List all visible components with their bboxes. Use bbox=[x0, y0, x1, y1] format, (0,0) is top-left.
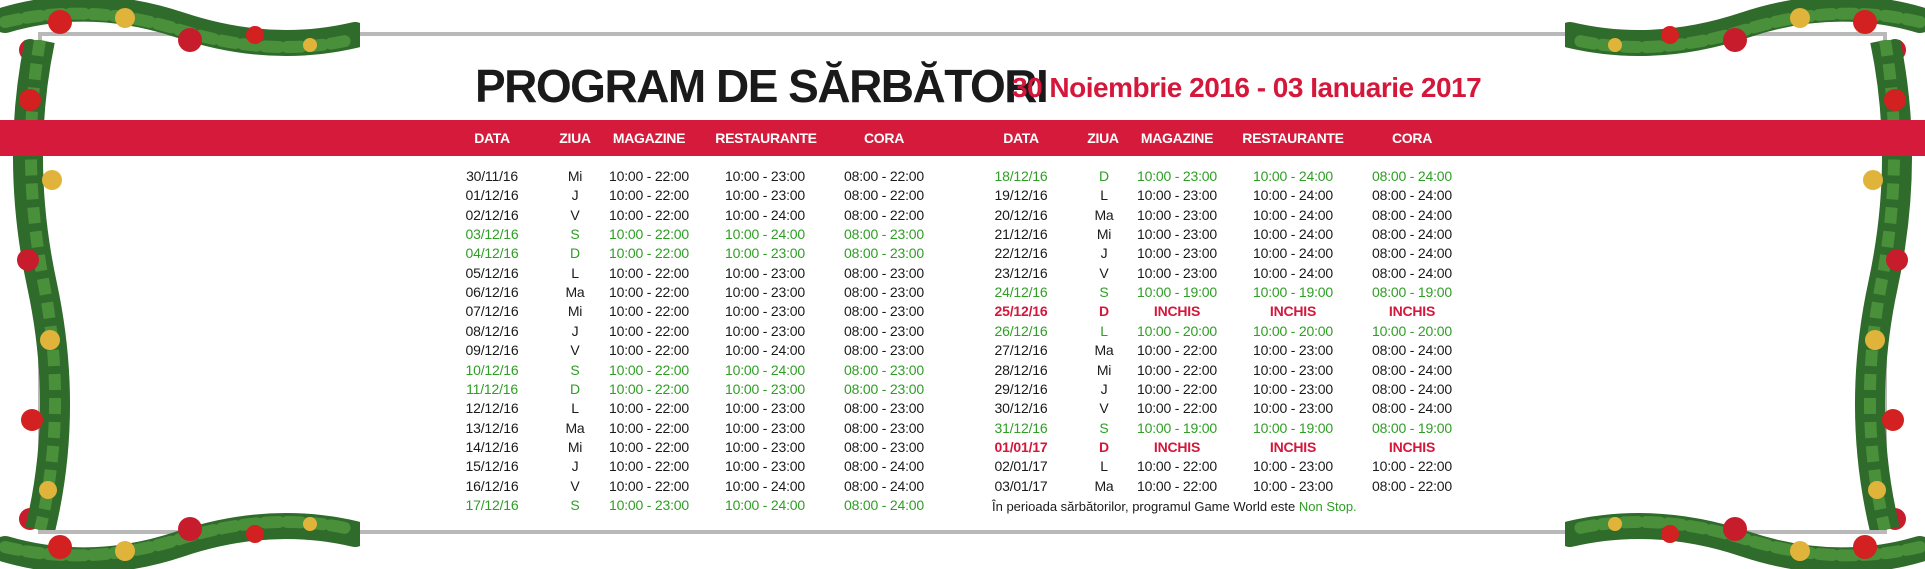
cell-magazine: 10:00 - 22:00 bbox=[609, 303, 689, 320]
cell-magazine: 10:00 - 22:00 bbox=[1137, 342, 1217, 359]
cell-ziua: L bbox=[1100, 458, 1108, 475]
column-header-ziua-right: ZIUA bbox=[1087, 130, 1119, 146]
cell-restaurante: INCHIS bbox=[1269, 438, 1317, 455]
cell-ziua: L bbox=[571, 264, 579, 281]
cell-data: 06/12/16 bbox=[465, 284, 519, 301]
cell-ziua: J bbox=[571, 322, 579, 339]
cell-cora: 08:00 - 23:00 bbox=[844, 380, 924, 397]
cell-cora: 08:00 - 24:00 bbox=[1372, 168, 1452, 184]
column-header-cora-right: CORA bbox=[1391, 130, 1433, 146]
cell-magazine: 10:00 - 19:00 bbox=[1137, 419, 1217, 436]
cell-restaurante: 10:00 - 24:00 bbox=[1253, 245, 1333, 262]
cell-magazine: 10:00 - 23:00 bbox=[609, 496, 689, 513]
cell-restaurante: 10:00 - 20:00 bbox=[1253, 322, 1333, 339]
cell-magazine: 10:00 - 23:00 bbox=[1137, 226, 1217, 243]
cell-magazine: 10:00 - 22:00 bbox=[609, 400, 689, 417]
cell-magazine: 10:00 - 22:00 bbox=[609, 477, 689, 494]
cell-restaurante: 10:00 - 23:00 bbox=[725, 458, 805, 475]
cell-cora: 08:00 - 24:00 bbox=[844, 477, 924, 494]
cell-data: 01/12/16 bbox=[465, 187, 519, 204]
cell-cora: 08:00 - 24:00 bbox=[1372, 361, 1452, 378]
cell-restaurante: 10:00 - 23:00 bbox=[1253, 342, 1333, 359]
cell-ziua: D bbox=[1099, 303, 1109, 320]
cell-magazine: 10:00 - 19:00 bbox=[1137, 284, 1217, 301]
cell-magazine: 10:00 - 22:00 bbox=[609, 458, 689, 475]
footer-note bbox=[992, 498, 1357, 516]
cell-restaurante: 10:00 - 23:00 bbox=[725, 438, 805, 455]
footer-note-highlight: Non Stop. bbox=[1298, 499, 1357, 514]
cell-magazine: 10:00 - 22:00 bbox=[609, 187, 689, 204]
cell-ziua: D bbox=[570, 245, 580, 262]
period-subtitle: 30 Noiembrie 2016 - 03 Ianuarie 2017 bbox=[1012, 72, 1482, 103]
cell-ziua: Mi bbox=[567, 168, 583, 184]
cell-restaurante: 10:00 - 23:00 bbox=[725, 245, 805, 262]
cell-restaurante: 10:00 - 23:00 bbox=[725, 284, 805, 301]
cell-restaurante: 10:00 - 23:00 bbox=[725, 187, 805, 204]
cell-cora: 08:00 - 24:00 bbox=[1372, 400, 1452, 417]
cell-cora: 08:00 - 23:00 bbox=[844, 361, 924, 378]
cell-magazine: 10:00 - 22:00 bbox=[609, 361, 689, 378]
cell-ziua: Mi bbox=[1096, 361, 1112, 378]
cell-magazine: 10:00 - 22:00 bbox=[609, 226, 689, 243]
cell-magazine: 10:00 - 22:00 bbox=[609, 342, 689, 359]
cell-data: 23/12/16 bbox=[994, 264, 1048, 281]
cell-cora: 08:00 - 23:00 bbox=[844, 342, 924, 359]
column-header-data-right: DATA bbox=[1003, 130, 1039, 146]
cell-data: 14/12/16 bbox=[465, 438, 519, 455]
cell-data: 11/12/16 bbox=[466, 380, 518, 397]
cell-data: 19/12/16 bbox=[994, 187, 1048, 204]
cell-ziua: D bbox=[570, 380, 580, 397]
cell-restaurante: 10:00 - 23:00 bbox=[725, 322, 805, 339]
cell-data: 22/12/16 bbox=[994, 245, 1048, 262]
cell-magazine: 10:00 - 23:00 bbox=[1137, 245, 1217, 262]
cell-restaurante: 10:00 - 19:00 bbox=[1253, 419, 1333, 436]
cell-magazine: 10:00 - 22:00 bbox=[1137, 458, 1217, 475]
cell-ziua: L bbox=[571, 400, 579, 417]
cell-ziua: V bbox=[1099, 264, 1109, 281]
cell-data: 18/12/16 bbox=[994, 168, 1048, 184]
cell-restaurante: 10:00 - 24:00 bbox=[725, 342, 805, 359]
cell-restaurante: INCHIS bbox=[1269, 303, 1317, 320]
cell-cora: 08:00 - 19:00 bbox=[1372, 284, 1452, 301]
cell-cora: 08:00 - 24:00 bbox=[844, 496, 924, 513]
column-header-magazine-right: MAGAZINE bbox=[1140, 130, 1214, 146]
cell-ziua: J bbox=[1100, 380, 1108, 397]
cell-ziua: J bbox=[1100, 245, 1108, 262]
cell-ziua: Mi bbox=[1096, 226, 1112, 243]
cell-restaurante: 10:00 - 24:00 bbox=[725, 496, 805, 513]
cell-ziua: Ma bbox=[1094, 477, 1114, 494]
cell-restaurante: 10:00 - 23:00 bbox=[1253, 380, 1333, 397]
cell-magazine: 10:00 - 22:00 bbox=[609, 284, 689, 301]
cell-data: 21/12/16 bbox=[994, 226, 1048, 243]
cell-data: 26/12/16 bbox=[994, 322, 1048, 339]
cell-cora: 08:00 - 24:00 bbox=[844, 458, 924, 475]
cell-ziua: L bbox=[1100, 187, 1108, 204]
cell-magazine: 10:00 - 22:00 bbox=[609, 264, 689, 281]
cell-restaurante: 10:00 - 23:00 bbox=[725, 168, 805, 184]
cell-restaurante: 10:00 - 23:00 bbox=[1253, 361, 1333, 378]
header-band bbox=[0, 120, 1925, 156]
cell-restaurante: 10:00 - 23:00 bbox=[725, 419, 805, 436]
cell-ziua: S bbox=[1099, 284, 1109, 301]
cell-cora: 08:00 - 24:00 bbox=[1372, 206, 1452, 223]
cell-magazine: 10:00 - 23:00 bbox=[1137, 206, 1217, 223]
cell-ziua: J bbox=[571, 458, 579, 475]
cell-cora: 08:00 - 23:00 bbox=[844, 245, 924, 262]
cell-data: 25/12/16 bbox=[994, 303, 1048, 320]
cell-ziua: V bbox=[570, 342, 580, 359]
cell-data: 01/01/17 bbox=[994, 438, 1048, 455]
cell-cora: 08:00 - 24:00 bbox=[1372, 187, 1452, 204]
cell-restaurante: 10:00 - 23:00 bbox=[1253, 477, 1333, 494]
cell-magazine: 10:00 - 22:00 bbox=[609, 168, 689, 184]
cell-data: 03/01/17 bbox=[994, 477, 1048, 494]
cell-cora: 08:00 - 24:00 bbox=[1372, 342, 1452, 359]
cell-restaurante: 10:00 - 23:00 bbox=[1253, 400, 1333, 417]
cell-data: 05/12/16 bbox=[465, 264, 519, 281]
cell-cora: 08:00 - 24:00 bbox=[1372, 245, 1452, 262]
footer-note-text: În perioada sărbătorilor, programul Game World este bbox=[992, 499, 1299, 514]
cell-cora: 08:00 - 23:00 bbox=[844, 322, 924, 339]
cell-ziua: Ma bbox=[565, 284, 585, 301]
cell-magazine: 10:00 - 20:00 bbox=[1137, 322, 1217, 339]
cell-restaurante: 10:00 - 24:00 bbox=[725, 206, 805, 223]
cell-magazine: 10:00 - 23:00 bbox=[1137, 264, 1217, 281]
cell-cora: 08:00 - 24:00 bbox=[1372, 380, 1452, 397]
cell-restaurante: 10:00 - 24:00 bbox=[1253, 264, 1333, 281]
cell-data: 10/12/16 bbox=[465, 361, 519, 378]
cell-cora: 08:00 - 22:00 bbox=[844, 187, 924, 204]
cell-cora: 10:00 - 20:00 bbox=[1372, 322, 1452, 339]
cell-data: 13/12/16 bbox=[465, 419, 519, 436]
cell-cora: 08:00 - 24:00 bbox=[1372, 226, 1452, 243]
cell-ziua: Ma bbox=[1094, 342, 1114, 359]
cell-cora: 10:00 - 22:00 bbox=[1372, 458, 1452, 475]
cell-data: 30/12/16 bbox=[994, 400, 1048, 417]
cell-restaurante: 10:00 - 24:00 bbox=[725, 477, 805, 494]
cell-data: 30/11/16 bbox=[466, 168, 518, 184]
column-header-restaurante-right: RESTAURANTE bbox=[1242, 130, 1344, 146]
cell-cora: INCHIS bbox=[1388, 303, 1436, 320]
garland-right-side bbox=[1845, 40, 1925, 530]
cell-magazine: 10:00 - 22:00 bbox=[1137, 400, 1217, 417]
cell-magazine: 10:00 - 22:00 bbox=[1137, 380, 1217, 397]
cell-cora: 08:00 - 23:00 bbox=[844, 264, 924, 281]
page-title: PROGRAM DE SĂRBĂTORI bbox=[475, 60, 1048, 112]
cell-ziua: V bbox=[1099, 400, 1109, 417]
cell-ziua: S bbox=[570, 361, 580, 378]
cell-magazine: 10:00 - 22:00 bbox=[1137, 361, 1217, 378]
cell-ziua: V bbox=[570, 206, 580, 223]
cell-cora: INCHIS bbox=[1388, 438, 1436, 455]
cell-data: 07/12/16 bbox=[465, 303, 519, 320]
cell-cora: 08:00 - 22:00 bbox=[844, 206, 924, 223]
cell-cora: 08:00 - 23:00 bbox=[844, 400, 924, 417]
cell-data: 02/12/16 bbox=[465, 206, 519, 223]
cell-cora: 08:00 - 23:00 bbox=[844, 226, 924, 243]
cell-ziua: Mi bbox=[567, 303, 583, 320]
cell-restaurante: 10:00 - 23:00 bbox=[725, 400, 805, 417]
cell-ziua: S bbox=[570, 496, 580, 513]
cell-restaurante: 10:00 - 23:00 bbox=[1253, 458, 1333, 475]
cell-magazine: INCHIS bbox=[1153, 303, 1201, 320]
cell-ziua: D bbox=[1099, 168, 1109, 184]
cell-data: 29/12/16 bbox=[994, 380, 1048, 397]
garland-left-side bbox=[0, 40, 80, 530]
cell-magazine: 10:00 - 23:00 bbox=[1137, 168, 1217, 184]
cell-cora: 08:00 - 23:00 bbox=[844, 284, 924, 301]
cell-cora: 08:00 - 22:00 bbox=[1372, 477, 1452, 494]
cell-ziua: S bbox=[570, 226, 580, 243]
cell-cora: 08:00 - 23:00 bbox=[844, 419, 924, 436]
cell-ziua: V bbox=[570, 477, 580, 494]
cell-ziua: Ma bbox=[1094, 206, 1114, 223]
cell-ziua: J bbox=[571, 187, 579, 204]
cell-data: 28/12/16 bbox=[994, 361, 1048, 378]
cell-restaurante: 10:00 - 24:00 bbox=[1253, 168, 1333, 184]
cell-restaurante: 10:00 - 23:00 bbox=[725, 264, 805, 281]
cell-cora: 08:00 - 19:00 bbox=[1372, 419, 1452, 436]
cell-cora: 08:00 - 24:00 bbox=[1372, 264, 1452, 281]
cell-data: 31/12/16 bbox=[994, 419, 1048, 436]
column-header-cora-left: CORA bbox=[863, 130, 905, 146]
cell-data: 02/01/17 bbox=[994, 458, 1048, 475]
cell-ziua: Mi bbox=[567, 438, 583, 455]
cell-data: 20/12/16 bbox=[994, 206, 1048, 223]
cell-data: 16/12/16 bbox=[465, 477, 519, 494]
cell-data: 04/12/16 bbox=[465, 245, 519, 262]
cell-magazine: 10:00 - 22:00 bbox=[609, 419, 689, 436]
cell-ziua: L bbox=[1100, 322, 1108, 339]
cell-data: 15/12/16 bbox=[465, 458, 519, 475]
cell-magazine: 10:00 - 22:00 bbox=[1137, 477, 1217, 494]
cell-data: 12/12/16 bbox=[465, 400, 519, 417]
cell-magazine: 10:00 - 22:00 bbox=[609, 245, 689, 262]
cell-restaurante: 10:00 - 23:00 bbox=[725, 380, 805, 397]
column-header-magazine-left: MAGAZINE bbox=[612, 130, 686, 146]
cell-restaurante: 10:00 - 24:00 bbox=[1253, 206, 1333, 223]
cell-ziua: S bbox=[1099, 419, 1109, 436]
cell-restaurante: 10:00 - 24:00 bbox=[725, 226, 805, 243]
cell-restaurante: 10:00 - 24:00 bbox=[725, 361, 805, 378]
cell-restaurante: 10:00 - 23:00 bbox=[725, 303, 805, 320]
cell-cora: 08:00 - 23:00 bbox=[844, 438, 924, 455]
cell-restaurante: 10:00 - 24:00 bbox=[1253, 187, 1333, 204]
cell-data: 17/12/16 bbox=[465, 496, 519, 513]
cell-magazine: 10:00 - 22:00 bbox=[609, 322, 689, 339]
cell-magazine: INCHIS bbox=[1153, 438, 1201, 455]
cell-magazine: 10:00 - 22:00 bbox=[609, 438, 689, 455]
cell-magazine: 10:00 - 22:00 bbox=[609, 380, 689, 397]
cell-cora: 08:00 - 22:00 bbox=[844, 168, 924, 184]
cell-ziua: Ma bbox=[565, 419, 585, 436]
cell-data: 08/12/16 bbox=[465, 322, 519, 339]
cell-cora: 08:00 - 23:00 bbox=[844, 303, 924, 320]
cell-magazine: 10:00 - 23:00 bbox=[1137, 187, 1217, 204]
cell-ziua: D bbox=[1099, 438, 1109, 455]
cell-data: 09/12/16 bbox=[465, 342, 519, 359]
column-header-restaurante-left: RESTAURANTE bbox=[715, 130, 817, 146]
cell-restaurante: 10:00 - 24:00 bbox=[1253, 226, 1333, 243]
cell-data: 03/12/16 bbox=[465, 226, 519, 243]
cell-magazine: 10:00 - 22:00 bbox=[609, 206, 689, 223]
column-header-ziua-left: ZIUA bbox=[559, 130, 591, 146]
cell-data: 24/12/16 bbox=[994, 284, 1048, 301]
cell-restaurante: 10:00 - 19:00 bbox=[1253, 284, 1333, 301]
cell-data: 27/12/16 bbox=[994, 342, 1048, 359]
column-header-data-left: DATA bbox=[474, 130, 510, 146]
